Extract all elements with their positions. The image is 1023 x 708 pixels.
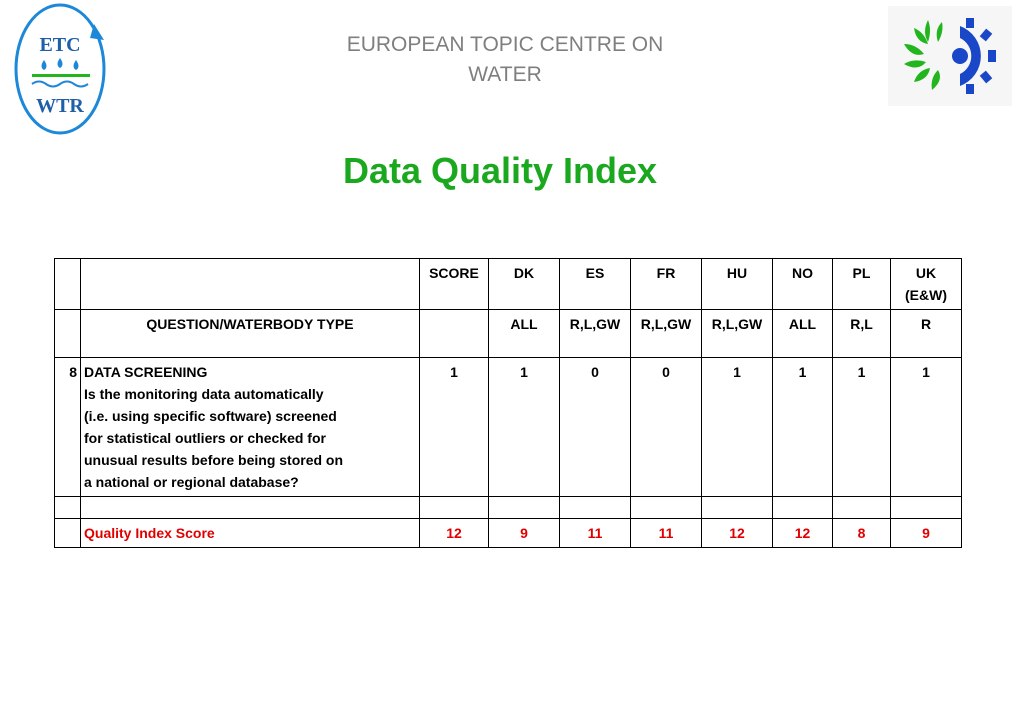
empty-cell xyxy=(631,497,702,519)
question-cell-score: 1 xyxy=(420,358,489,497)
empty-cell xyxy=(702,497,773,519)
score-cell-fr: 11 xyxy=(631,519,702,548)
type-cell-fr: R,L,GW xyxy=(631,310,702,358)
question-description-line: Is the monitoring data automatically xyxy=(84,386,324,402)
question-number: 8 xyxy=(55,358,81,497)
logo-etc-text: ETC xyxy=(39,34,81,56)
header-row xyxy=(55,259,962,310)
col-header-uk-line2: (E&W) xyxy=(905,287,947,303)
col-header-es: ES xyxy=(560,259,631,310)
score-cell-pl: 8 xyxy=(833,519,891,548)
logo-wtr-text: WTR xyxy=(36,95,84,117)
question-cell-fr: 0 xyxy=(631,358,702,497)
score-cell-es: 11 xyxy=(560,519,631,548)
row-blank-cell xyxy=(55,310,81,358)
empty-cell xyxy=(560,497,631,519)
type-cell-es: R,L,GW xyxy=(560,310,631,358)
score-cell-dk: 9 xyxy=(489,519,560,548)
eea-logo xyxy=(888,6,1012,106)
score-cell-no: 12 xyxy=(773,519,833,548)
empty-cell xyxy=(81,497,420,519)
question-title: DATA SCREENING xyxy=(84,364,208,380)
question-row xyxy=(55,358,962,497)
col-header-pl: PL xyxy=(833,259,891,310)
score-cell-hu: 12 xyxy=(702,519,773,548)
empty-cell xyxy=(773,497,833,519)
header-blank-cell xyxy=(55,259,81,310)
question-waterbody-type-label: QUESTION/WATERBODY TYPE xyxy=(81,310,420,358)
question-text-cell xyxy=(81,358,420,497)
col-header-score: SCORE xyxy=(420,259,489,310)
question-cell-es: 0 xyxy=(560,358,631,497)
data-quality-table xyxy=(54,258,962,548)
question-cell-dk: 1 xyxy=(489,358,560,497)
empty-cell xyxy=(489,497,560,519)
question-description-line: unusual results before being stored on xyxy=(84,452,344,468)
type-cell-uk: R xyxy=(891,310,962,358)
org-title-line1: EUROPEAN TOPIC CENTRE ON xyxy=(346,33,664,56)
col-header-no: NO xyxy=(773,259,833,310)
col-header-dk: DK xyxy=(489,259,560,310)
question-cell-uk: 1 xyxy=(891,358,962,497)
quality-index-score-label: Quality Index Score xyxy=(81,519,420,548)
type-cell-dk: ALL xyxy=(489,310,560,358)
score-cell-uk: 9 xyxy=(891,519,962,548)
question-description-line: (i.e. using specific software) screened xyxy=(84,408,337,424)
empty-cell xyxy=(891,497,962,519)
score-row-blank-cell xyxy=(55,519,81,548)
type-cell-hu: R,L,GW xyxy=(702,310,773,358)
quality-index-score-row xyxy=(55,519,962,548)
question-cell-no: 1 xyxy=(773,358,833,497)
type-cell-score xyxy=(420,310,489,358)
waterbody-type-row xyxy=(55,310,962,358)
type-cell-pl: R,L xyxy=(833,310,891,358)
organization-title xyxy=(290,30,720,90)
empty-row xyxy=(55,497,962,519)
col-header-uk-line1: UK xyxy=(915,265,937,281)
question-description-line: a national or regional database? xyxy=(84,474,299,490)
org-title-line2: WATER xyxy=(468,63,542,86)
col-header-hu: HU xyxy=(702,259,773,310)
type-cell-no: ALL xyxy=(773,310,833,358)
header-blank-cell xyxy=(81,259,420,310)
col-header-uk xyxy=(891,259,962,310)
col-header-fr: FR xyxy=(631,259,702,310)
score-cell-score: 12 xyxy=(420,519,489,548)
question-cell-hu: 1 xyxy=(702,358,773,497)
question-description-line: for statistical outliers or checked for xyxy=(84,430,326,446)
empty-cell xyxy=(420,497,489,519)
empty-cell xyxy=(833,497,891,519)
etc-wtr-logo xyxy=(12,2,110,136)
question-cell-pl: 1 xyxy=(833,358,891,497)
empty-cell xyxy=(55,497,81,519)
page-title: Data Quality Index xyxy=(342,150,658,191)
